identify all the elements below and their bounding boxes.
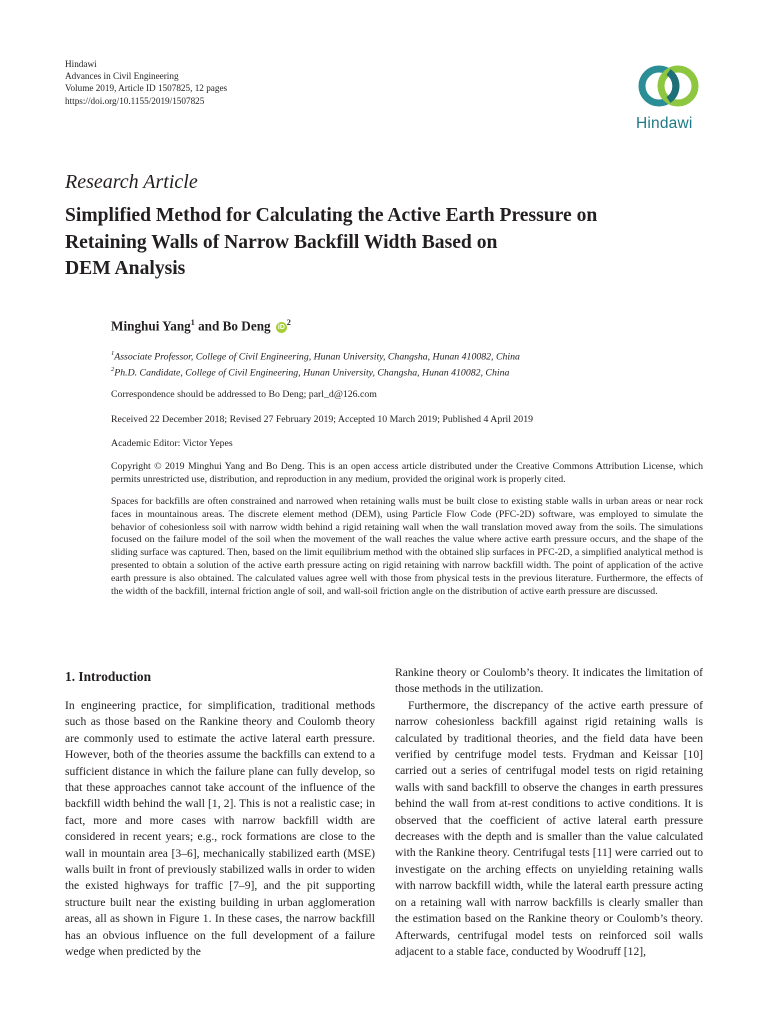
author-name[interactable]: Bo Deng xyxy=(222,318,271,334)
academic-editor: Academic Editor: Victor Yepes xyxy=(111,438,233,449)
author-name[interactable]: Minghui Yang xyxy=(111,318,191,334)
affiliation-marker: 2 xyxy=(111,366,115,374)
title-line: Simplified Method for Calculating the Active Earth Pressure on xyxy=(65,205,598,226)
journal-name: Advances in Civil Engineering xyxy=(65,71,179,82)
publication-dates: Received 22 December 2018; Revised 27 February 2019; Accepted 10 March 2019; Published 4 April 2019 xyxy=(111,414,533,425)
affiliation-item xyxy=(111,363,520,379)
hindawi-logo-icon xyxy=(632,58,708,114)
orcid-icon[interactable]: iD xyxy=(277,324,285,332)
author-connector: and xyxy=(194,318,223,334)
affiliation-marker: 1 xyxy=(111,350,115,357)
abstract: Spaces for backfills are often constrained and narrowed when retaining walls must be built close to existing stable walls in urban areas or near rock faces in mountainous areas. The discrete element method (DEM), using Particle Flow Code (PFC-2D) software, was employed to simulate the behavior of cohesionless soil with narrow width behind a rigid retaining wall when the wall translation moved away from the soils. The simulations focused on the failure model of the soil when the movement of the wall reaches the value where active earth pressure occurs, and the shape of the sliding surface was captured. Then, based on the limit equilibrium method with the obtained slip surfaces in PFC-2D, a simplified analytical method is presented to obtain a solution of the active earth pressure acting on rigid retaining with narrow backfill width. The point of application of the active earth pressure is also obtained. The calculated values agree well with those from physical tests in the previous literature. Furthermore, the effects of the width of the backfill, internal friction angle of soil, and wall-soil friction angle on the distribution of active earth pressure are discussed. xyxy=(111,496,703,597)
section-heading: 1. Introduction xyxy=(65,669,152,684)
journal-header xyxy=(65,58,227,107)
affiliation-text: Ph.D. Candidate, College of Civil Engineering, Hunan University, Changsha, Hunan 410082, China xyxy=(114,367,510,379)
doi-link[interactable]: https://doi.org/10.1155/2019/1507825 xyxy=(65,95,205,106)
affiliation-marker: 2 xyxy=(286,318,291,327)
paragraph: Rankine theory or Coulomb’s theory. It indicates the limitation of those methods in the utilization. xyxy=(395,666,703,696)
title-line: DEM Analysis xyxy=(65,258,186,280)
copyright-notice: Copyright © 2019 Minghui Yang and Bo Deng. This is an open access article distributed under the Creative Commons Attribution License, which permits unrestricted use, distribution, and reproduction in any medium, provided the original work is properly cited. xyxy=(111,461,703,485)
affiliation-text: Associate Professor, College of Civil Engineering, Hunan University, Changsha, Hunan 410082, China xyxy=(114,351,520,363)
correspondence: Correspondence should be addressed to Bo Deng; parl_d@126.com xyxy=(111,389,377,400)
hindawi-logo[interactable] xyxy=(632,58,708,132)
article-title xyxy=(65,203,715,283)
volume-info: Volume 2019, Article ID 1507825, 12 pages xyxy=(65,83,228,94)
paragraph: In engineering practice, for simplification, traditional methods such as those based on the Rankine theory and Coulomb theory are commonly used to estimate the active lateral earth pressure. However, both of the theories assume the backfills can extend to a sufficient distance in which the failure plane can fully develop, so that these approaches cannot take account of the influence of the backfill width behind the wall [1, 2]. This is not a realistic case; in fact, more and more cases with narrow backfill width are considered in recent years; e.g., rock formations are close to the wall in mountain area [3–6], mechanically stabilized earth (MSE) walls built in front of previously stabilized walls in order to widen the existed highways for traffic [7–9], and the pit supporting structure built near the existing building in urban agglomeration areas, all as shown in Figure 1. In these cases, the narrow backfill has an obvious influence on the full development of a failure wedge when predicted by the xyxy=(65,699,375,959)
paragraph: Furthermore, the discrepancy of the active earth pressure of narrow cohesionless backfill against rigid retaining walls is calculated by traditional theories, and the field data have been verified by centrifuge model tests. Frydman and Keissar [10] carried out a series of centrifugal model tests on rigid retaining walls with sand backfill to observe the changes in earth pressures behind the wall from at-rest conditions to active conditions. It is observed that the coefficient of active lateral earth pressure decreases with the depth and is smaller than the value calculated with the Rankine theory. Centrifugal tests [11] were carried out to investigate on the arching effects on unyielding retaining walls with narrow backfill width, while the lateral earth pressure acting on a retaining wall with narrow backfills is clearly smaller than the estimation based on the Rankine theory or Coulomb’s theory. Afterwards, centrifugal model tests on reinforced soil walls adjacent to a stable face, conducted by Woodruff [12], xyxy=(395,698,703,958)
publisher-name: Hindawi xyxy=(65,59,97,69)
title-line: Retaining Walls of Narrow Backfill Width Based on xyxy=(65,231,498,253)
logo-wordmark: Hindawi xyxy=(636,115,693,132)
body-column-left xyxy=(65,698,375,961)
affiliation-item xyxy=(111,347,520,363)
affiliations xyxy=(111,347,520,380)
author-list xyxy=(111,318,291,334)
article-type: Research Article xyxy=(65,171,198,193)
body-column-right xyxy=(395,665,703,960)
affiliation-marker: 1 xyxy=(190,318,195,327)
